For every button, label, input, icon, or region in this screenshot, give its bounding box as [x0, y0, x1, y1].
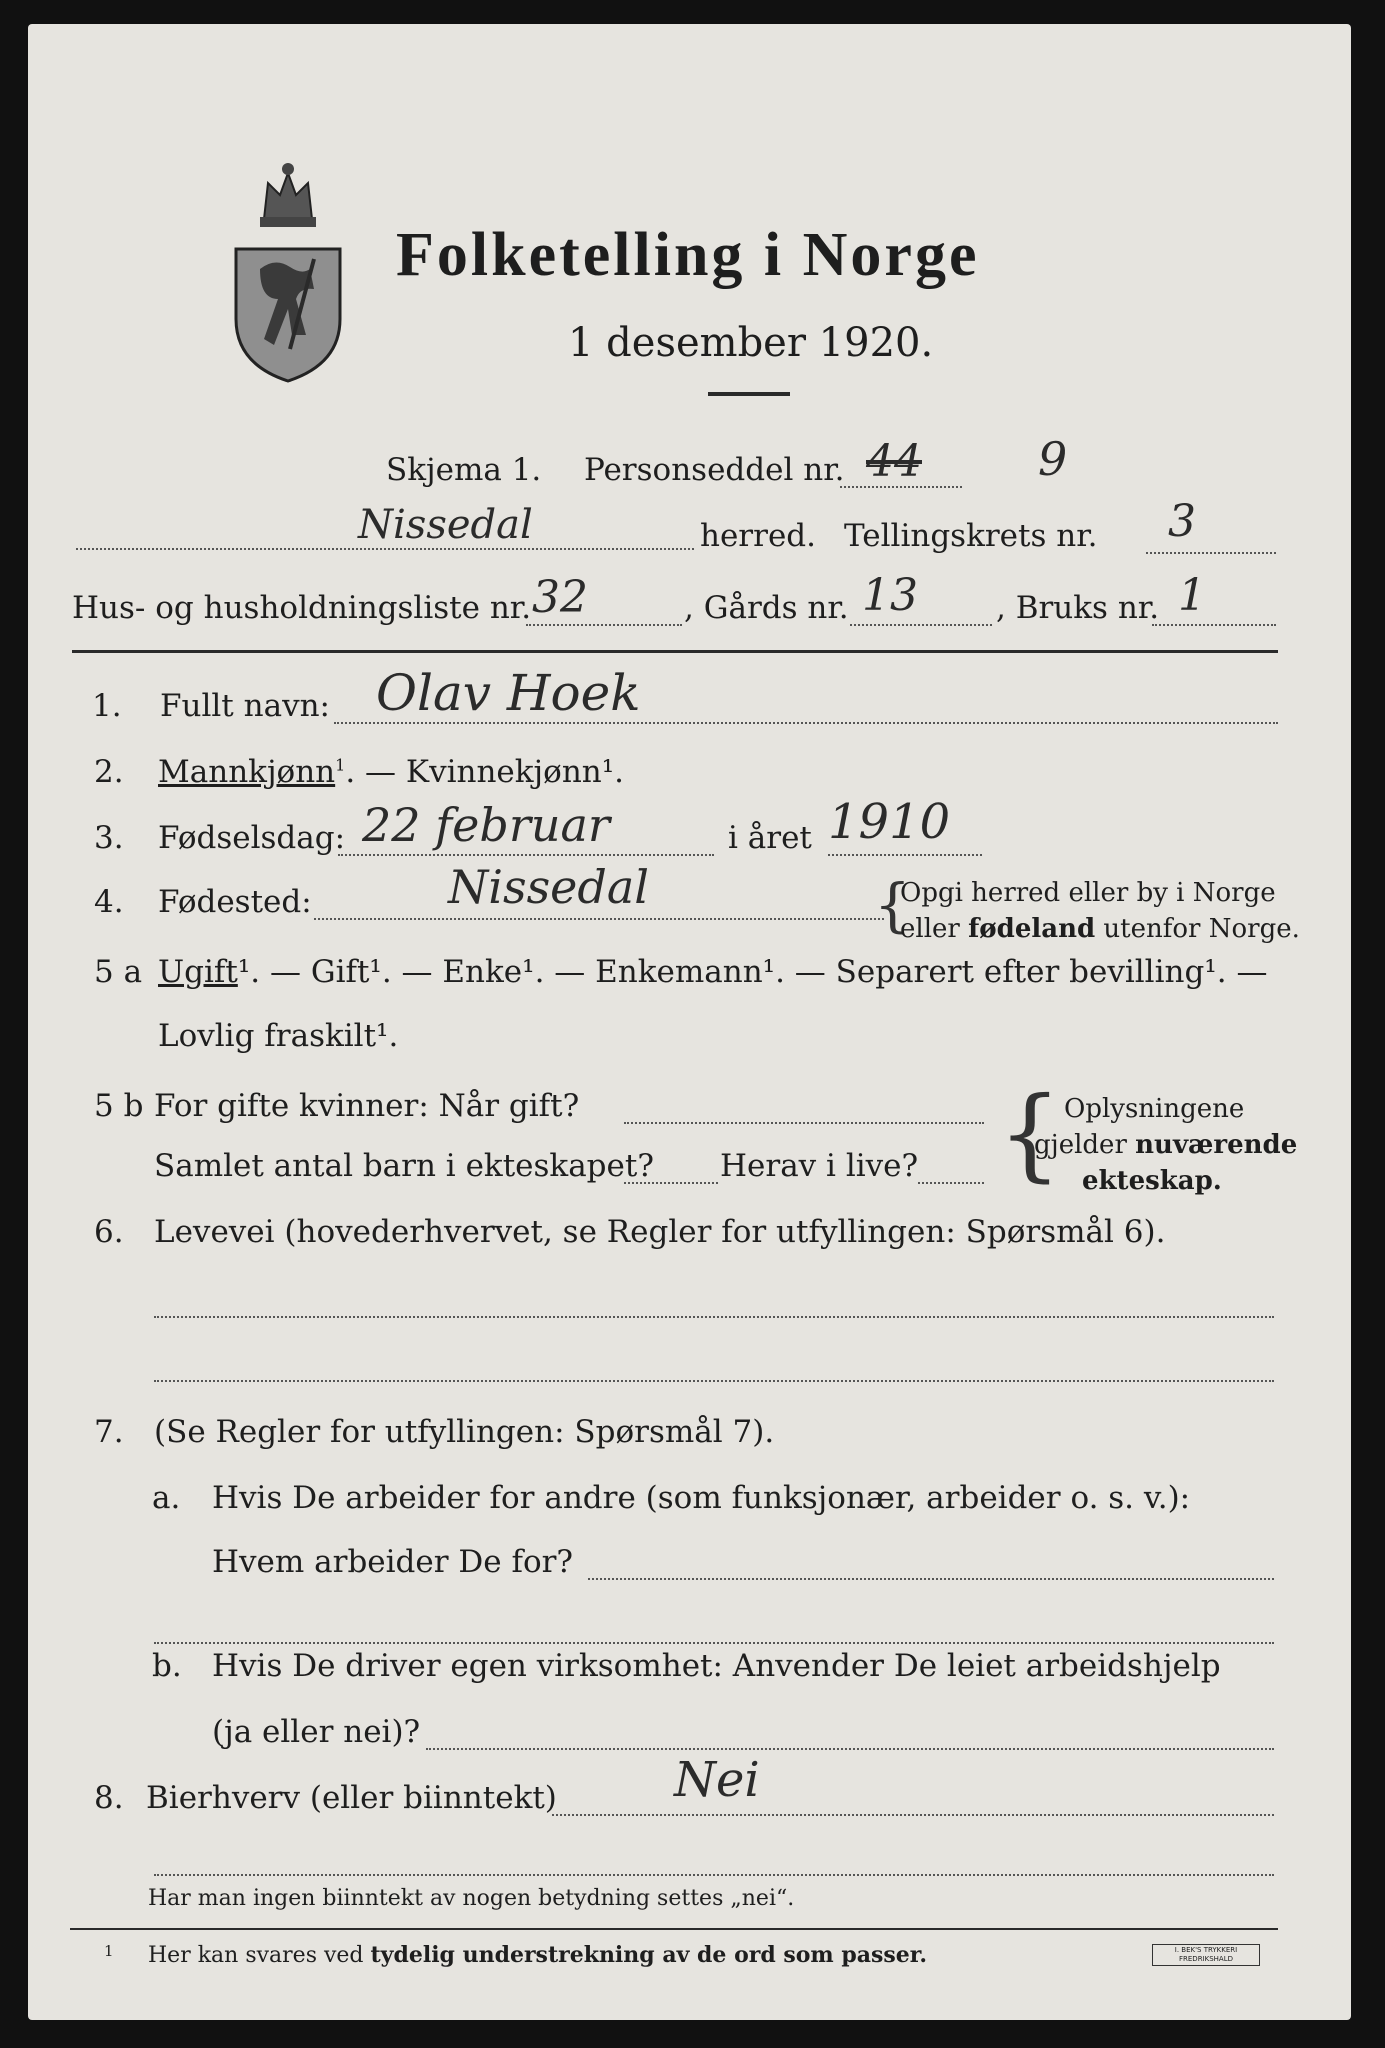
q5b-note-gjelder: gjelder	[1034, 1130, 1136, 1160]
personseddel-value-struck: 44	[866, 436, 922, 487]
header-divider	[72, 650, 1278, 653]
q1-field-line	[334, 722, 1278, 724]
q5b-note-line1: Oplysningene	[1064, 1094, 1245, 1124]
title-rule	[708, 392, 790, 396]
q5b-note-line3: ekteskap.	[1082, 1166, 1222, 1196]
q7b-field-line	[426, 1748, 1274, 1750]
census-form-page	[28, 24, 1351, 2020]
husholdningsliste-field-line	[526, 624, 682, 626]
q2-text	[158, 754, 624, 790]
q5a-ugift: Ugift	[158, 954, 238, 990]
q5a-number: 5 a	[94, 954, 143, 990]
q6-number: 6.	[94, 1214, 124, 1250]
q7a-line1: Hvis De arbeider for andre (som funksjonær, arbeider o. s. v.):	[212, 1480, 1191, 1516]
personseddel-value: 9	[1038, 432, 1068, 486]
herred-label: herred.	[700, 518, 816, 554]
q6-field-line-2	[154, 1380, 1274, 1382]
q5b-note-naverende: nuværende	[1135, 1130, 1298, 1160]
q3-year-label: i året	[728, 820, 812, 856]
q7b-line2: (ja eller nei)?	[212, 1714, 421, 1750]
q5b-line1: For gifte kvinner: Når gift?	[154, 1088, 580, 1124]
tellingskrets-value: 3	[1168, 496, 1196, 547]
q7a-line2: Hvem arbeider De for?	[212, 1544, 574, 1580]
footnote-text	[148, 1942, 927, 1968]
q4-label: Fødested:	[158, 884, 312, 920]
q4-number: 4.	[94, 884, 124, 920]
q2-number: 2.	[94, 754, 124, 790]
q5b-note-brace: {	[998, 1075, 1062, 1192]
q6-field-line-1	[154, 1316, 1274, 1318]
q3-year-field-line	[828, 854, 982, 856]
printer-stamp	[1152, 1944, 1260, 1966]
q1-value: Olav Hoek	[376, 664, 641, 722]
document-title: Folketelling i Norge	[396, 221, 980, 289]
q4-note-line1: Opgi herred eller by i Norge	[900, 878, 1276, 908]
q6-label: Levevei (hovederhvervet, se Regler for utfyllingen: Spørsmål 6).	[154, 1214, 1166, 1250]
q8-number: 8.	[94, 1780, 124, 1816]
personseddel-label: Personseddel nr.	[584, 452, 845, 488]
q7b-line1: Hvis De driver egen virksomhet: Anvender De leiet arbeidshjelp	[212, 1648, 1221, 1684]
q5a-line2: Lovlig fraskilt¹.	[158, 1018, 399, 1054]
census-date: 1 desember 1920.	[568, 320, 934, 366]
q5b-note-line2	[1034, 1130, 1297, 1160]
q7a-field-line-2	[154, 1642, 1274, 1644]
q4-note-line2	[900, 914, 1300, 944]
q4-note-fodeland: fødeland	[968, 914, 1096, 944]
bottom-note: Har man ingen biinntekt av nogen betydning settes „nei“.	[148, 1886, 795, 1911]
footnote-marker: 1	[104, 1942, 114, 1960]
printer-stamp-line2: FREDRIKSHALD	[1178, 1955, 1233, 1963]
q5b-live-field-line	[918, 1182, 984, 1184]
q5b-nar-gift-field-line	[624, 1122, 984, 1124]
q4-field-line	[314, 918, 884, 920]
q8-value: Nei	[674, 1752, 760, 1808]
q3-label: Fødselsdag:	[158, 820, 346, 856]
q7a-field-line	[588, 1578, 1274, 1580]
q5b-line2a: Samlet antal barn i ekteskapet?	[154, 1148, 654, 1184]
bruks-label: , Bruks nr.	[996, 590, 1160, 626]
herred-field-line	[76, 548, 694, 550]
q2-mannkjonn: Mannkjønn	[158, 754, 336, 790]
footnote-divider	[70, 1928, 1278, 1930]
q5a-text	[158, 954, 1267, 990]
q3-year-value: 1910	[828, 794, 951, 850]
q5a-rest: ¹. — Gift¹. — Enke¹. — Enkemann¹. — Separert efter bevilling¹. —	[237, 954, 1268, 990]
q4-note-brace: {	[874, 871, 911, 939]
norway-coat-of-arms-icon	[230, 159, 346, 383]
tellingskrets-field-line	[1146, 552, 1276, 554]
q8-field-line	[552, 1814, 1274, 1816]
gards-label: , Gårds nr.	[684, 590, 849, 626]
q3-value: 22 februar	[362, 798, 610, 852]
q3-field-line	[338, 854, 714, 856]
footnote-part-a: Her kan svares ved	[148, 1943, 371, 1968]
q7a-number: a.	[152, 1480, 181, 1516]
herred-value: Nissedal	[358, 502, 533, 548]
q4-note-part-c: utenfor Norge.	[1095, 914, 1300, 944]
gards-field-line	[850, 624, 992, 626]
q8-field-line-2	[154, 1874, 1274, 1876]
q4-note-part-a: eller	[900, 914, 969, 944]
q5b-line2b: Herav i live?	[720, 1148, 919, 1184]
gards-value: 13	[862, 570, 918, 621]
bruks-value: 1	[1178, 570, 1206, 621]
footnote-emphasis: tydelig understrekning av de ord som passer.	[370, 1942, 928, 1968]
q3-number: 3.	[94, 820, 124, 856]
q7-number: 7.	[94, 1414, 124, 1450]
q1-label: Fullt navn:	[160, 688, 330, 724]
bruks-field-line	[1152, 624, 1276, 626]
husholdningsliste-value: 32	[532, 572, 588, 623]
skjema-label: Skjema 1.	[386, 452, 542, 488]
printer-stamp-line1: I. BEK'S TRYKKERI	[1174, 1946, 1238, 1954]
tellingskrets-label: Tellingskrets nr.	[844, 518, 1098, 554]
q7b-number: b.	[152, 1648, 182, 1684]
q8-label: Bierhverv (eller biinntekt)	[146, 1780, 557, 1816]
q2-footnote-mark: 1	[335, 755, 346, 775]
q4-value: Nissedal	[448, 860, 649, 914]
husholdningsliste-label: Hus- og husholdningsliste nr.	[72, 590, 532, 626]
q5b-number: 5 b	[94, 1088, 144, 1124]
q2-rest: . — Kvinnekjønn¹.	[345, 754, 625, 790]
q1-number: 1.	[92, 688, 122, 724]
q7-label: (Se Regler for utfyllingen: Spørsmål 7).	[154, 1414, 775, 1450]
